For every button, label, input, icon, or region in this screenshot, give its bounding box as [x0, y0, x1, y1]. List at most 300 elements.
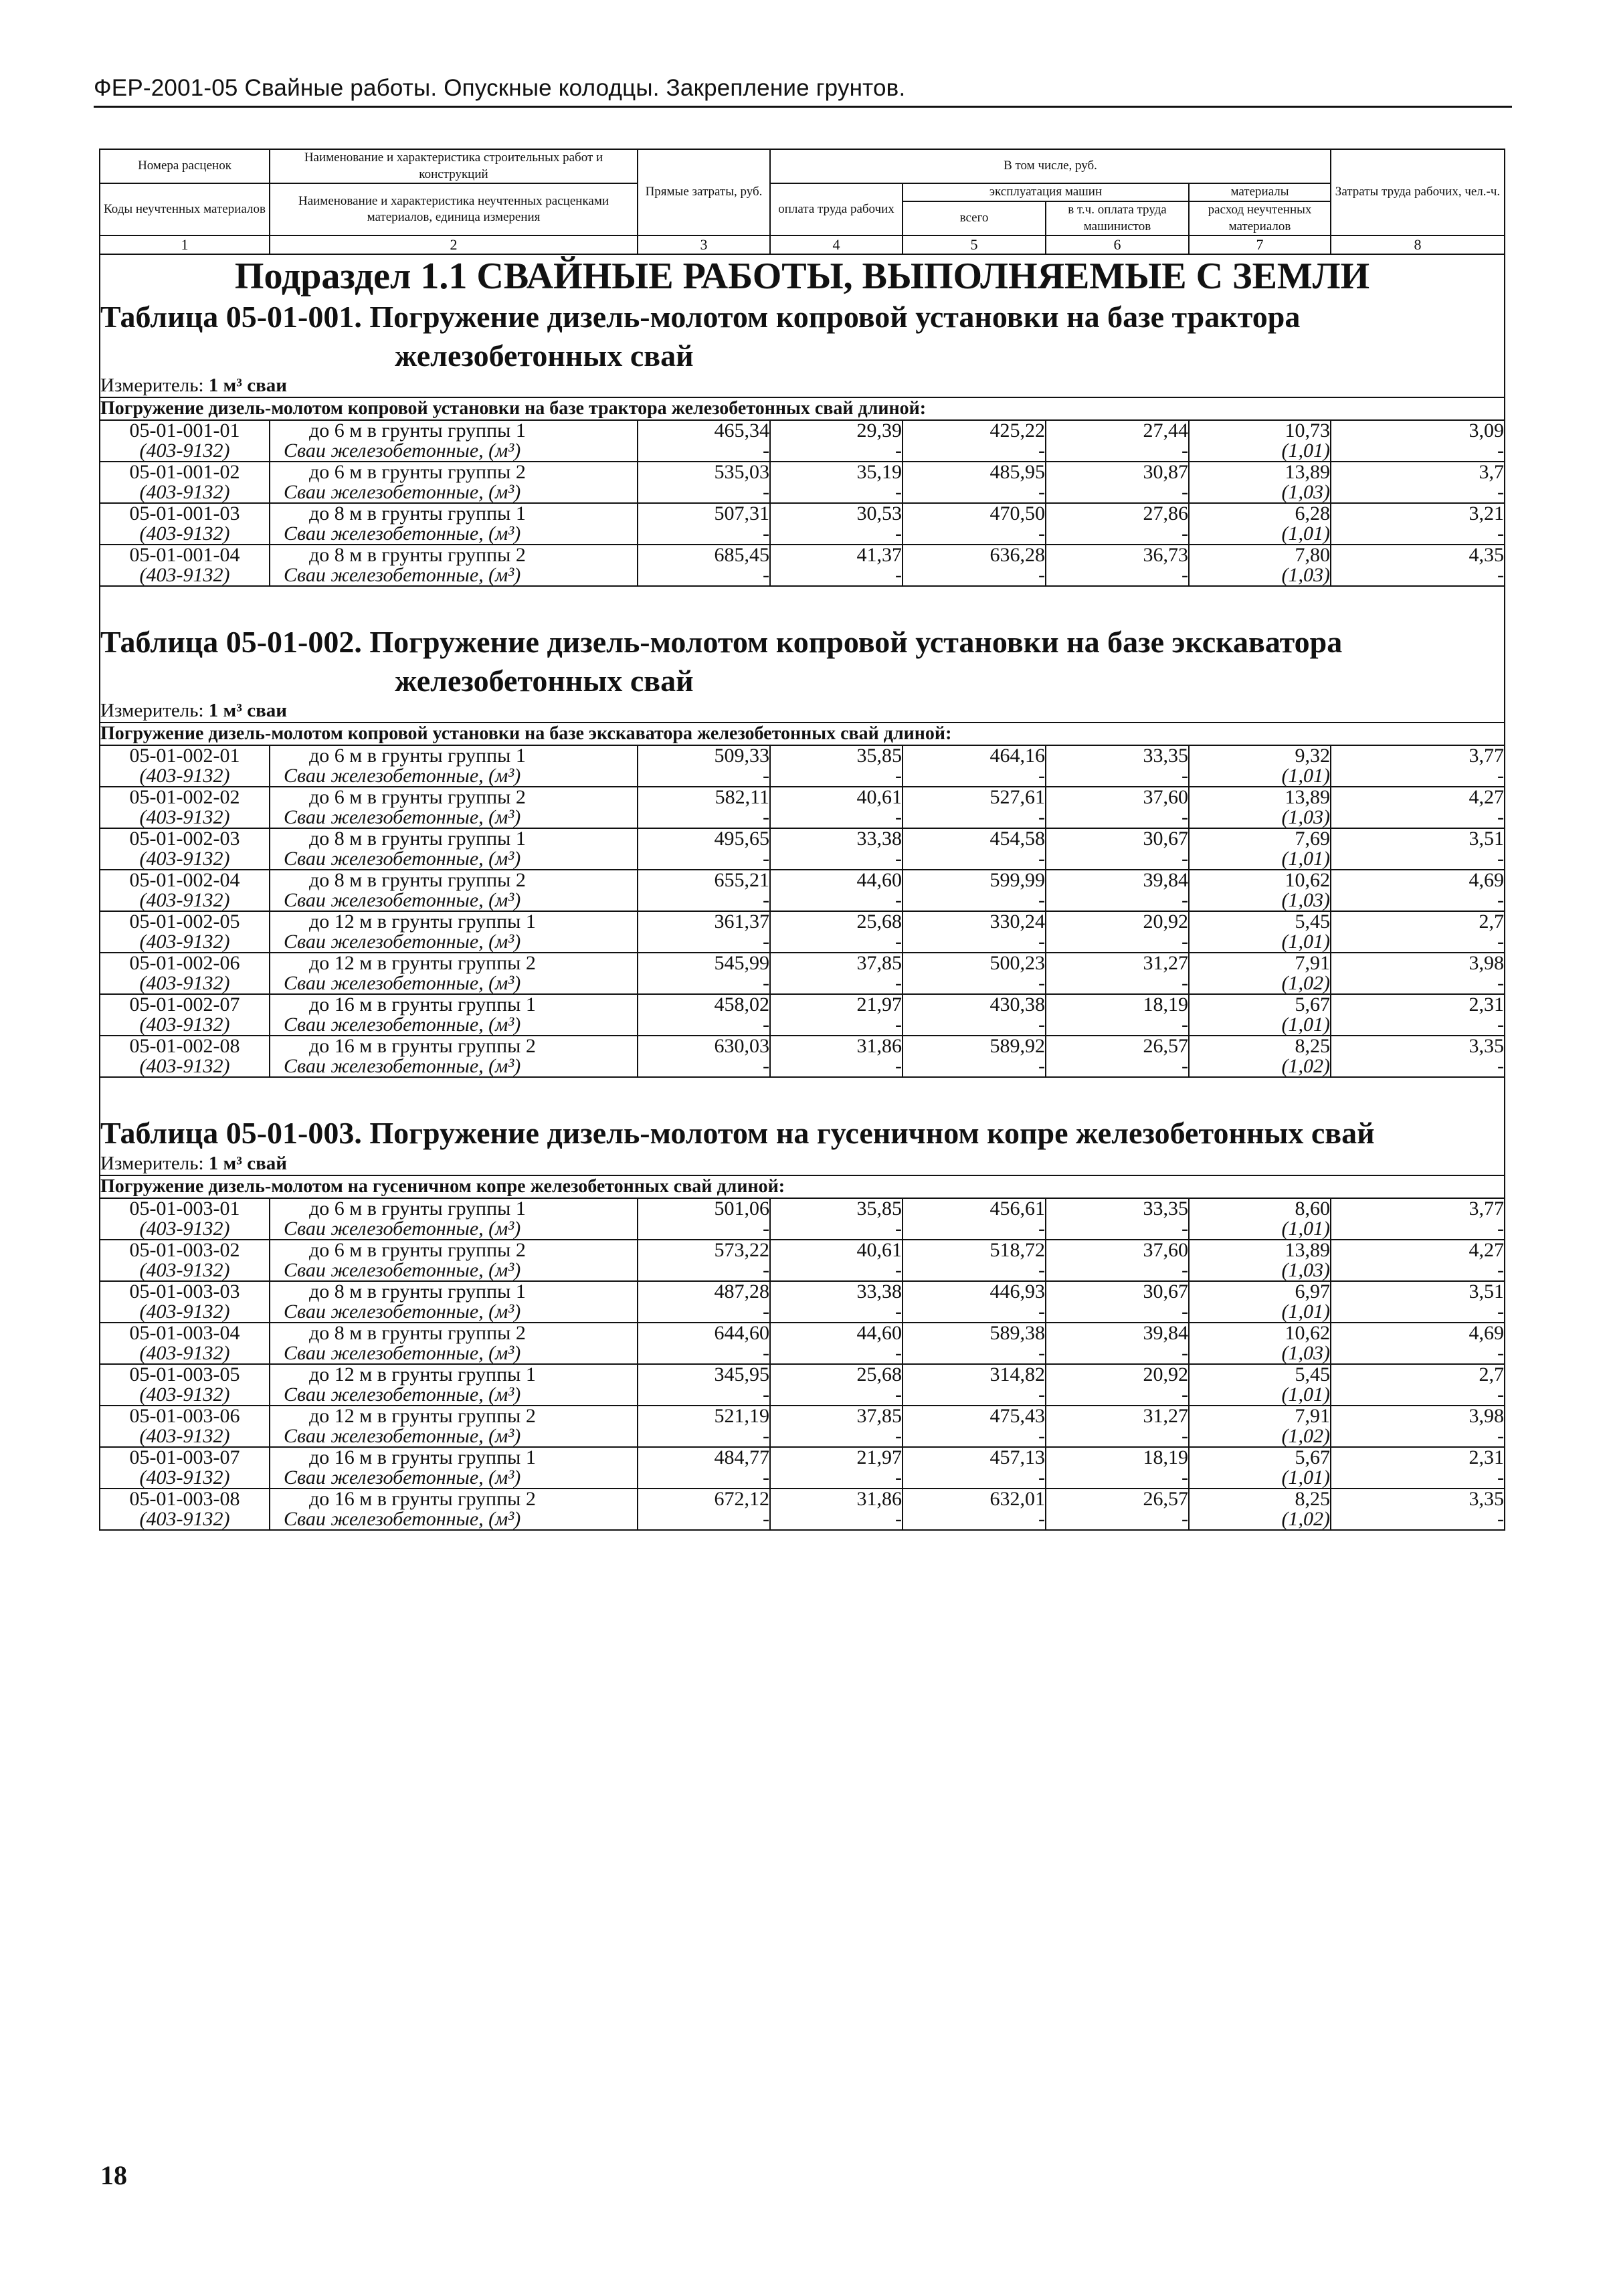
header-exploitation: эксплуатация машин: [903, 183, 1189, 201]
rate-row: [100, 1364, 1505, 1385]
material-row: [100, 1343, 1505, 1364]
material-value-m4: -: [770, 1302, 903, 1323]
material-value-m3: -: [638, 1385, 770, 1406]
rate-value-c3: 582,11: [638, 787, 770, 807]
rate-value-c4: 37,85: [770, 1406, 903, 1426]
material-value-m4: -: [770, 973, 903, 994]
material-value-m4: -: [770, 524, 903, 545]
page-number: 18: [100, 2160, 127, 2190]
rate-value-c7: 8,25: [1189, 1489, 1331, 1509]
rate-code: 05-01-003-02: [100, 1240, 270, 1260]
rate-value-c3: 535,03: [638, 462, 770, 482]
table-title-line1: Таблица 05-01-003. Погружение дизель-молотом на гусеничном копре железобетонных свай: [100, 1116, 1375, 1151]
material-value-m5: -: [903, 1343, 1046, 1364]
rate-value-c5: 500,23: [903, 953, 1046, 973]
header-number: 6: [1046, 235, 1189, 254]
rate-value-c8: 3,35: [1331, 1489, 1505, 1509]
rate-value-c6: 18,19: [1046, 1447, 1189, 1468]
table-title-row: [100, 623, 1505, 700]
rate-value-c4: 31,86: [770, 1036, 903, 1056]
rate-row: [100, 1198, 1505, 1219]
material-value-m6: -: [1046, 441, 1189, 462]
rate-value-c8: 4,27: [1331, 1240, 1505, 1260]
material-value-m3: -: [638, 766, 770, 787]
material-code: (403-9132): [100, 1219, 270, 1240]
material-value-m7: (1,01): [1189, 524, 1331, 545]
material-row: [100, 1468, 1505, 1489]
material-code: (403-9132): [100, 1468, 270, 1489]
material-value-m3: -: [638, 849, 770, 870]
material-code: (403-9132): [100, 1343, 270, 1364]
rate-value-c4: 35,19: [770, 462, 903, 482]
rate-value-c6: 20,92: [1046, 911, 1189, 932]
material-value-m7: (1,01): [1189, 441, 1331, 462]
rate-value-c8: 3,98: [1331, 1406, 1505, 1426]
table-title-line1: Таблица 05-01-002. Погружение дизель-молотом копровой установки на базе экскаватора: [100, 625, 1343, 660]
material-code: (403-9132): [100, 1426, 270, 1447]
rate-value-c6: 36,73: [1046, 545, 1189, 565]
header-col2-top: Наименование и характеристика строительных работ и конструкций: [270, 149, 638, 183]
material-value-m5: -: [903, 1219, 1046, 1240]
rate-code: 05-01-002-07: [100, 994, 270, 1015]
rate-value-c7: 7,80: [1189, 545, 1331, 565]
rate-value-c3: 487,28: [638, 1281, 770, 1302]
material-value-m4: -: [770, 849, 903, 870]
rate-name: до 8 м в грунты группы 2: [270, 545, 638, 565]
rate-code: 05-01-003-03: [100, 1281, 270, 1302]
material-row: [100, 1426, 1505, 1447]
rate-value-c5: 589,38: [903, 1323, 1046, 1343]
rate-value-c4: 33,38: [770, 828, 903, 849]
material-value-m4: -: [770, 1056, 903, 1077]
rate-row: [100, 420, 1505, 441]
material-value-m3: -: [638, 565, 770, 586]
rate-value-c4: 44,60: [770, 870, 903, 890]
material-value-m3: -: [638, 524, 770, 545]
material-value-m3: -: [638, 482, 770, 503]
rate-value-c7: 10,62: [1189, 870, 1331, 890]
rate-value-c3: 465,34: [638, 420, 770, 441]
material-value-m3: -: [638, 1509, 770, 1530]
rate-value-c5: 475,43: [903, 1406, 1046, 1426]
table-title-row: [100, 298, 1505, 375]
measure-label: Измеритель:: [100, 1152, 209, 1174]
material-value-m8: -: [1331, 973, 1505, 994]
rate-name: до 6 м в грунты группы 1: [270, 745, 638, 766]
rate-row: [100, 1240, 1505, 1260]
rate-value-c5: 636,28: [903, 545, 1046, 565]
header-group: В том числе, руб.: [770, 149, 1331, 183]
measure-row: [100, 375, 1505, 397]
rate-value-c3: 545,99: [638, 953, 770, 973]
material-value-m4: -: [770, 807, 903, 828]
rate-value-c6: 39,84: [1046, 1323, 1189, 1343]
material-name: Сваи железобетонные, (м³): [270, 849, 638, 870]
measure-row: [100, 1153, 1505, 1175]
material-value-m8: -: [1331, 524, 1505, 545]
material-value-m8: -: [1331, 890, 1505, 911]
header-number: 3: [638, 235, 770, 254]
rate-row: [100, 1447, 1505, 1468]
material-row: [100, 441, 1505, 462]
rate-name: до 12 м в грунты группы 1: [270, 911, 638, 932]
material-code: (403-9132): [100, 1509, 270, 1530]
measure-label: Измеритель:: [100, 375, 209, 397]
material-value-m6: -: [1046, 807, 1189, 828]
rate-row: [100, 503, 1505, 524]
rate-code: 05-01-001-04: [100, 545, 270, 565]
rate-value-c5: 518,72: [903, 1240, 1046, 1260]
spacer: [100, 1077, 1505, 1114]
rate-value-c4: 21,97: [770, 994, 903, 1015]
rate-name: до 6 м в грунты группы 2: [270, 787, 638, 807]
material-value-m5: -: [903, 1302, 1046, 1323]
material-name: Сваи железобетонные, (м³): [270, 524, 638, 545]
material-row: [100, 1219, 1505, 1240]
material-name: Сваи железобетонные, (м³): [270, 565, 638, 586]
material-code: (403-9132): [100, 1015, 270, 1036]
header-number: 1: [100, 235, 270, 254]
table-title-row: [100, 1114, 1505, 1153]
rates-table: [99, 149, 1505, 1531]
material-value-m4: -: [770, 1385, 903, 1406]
material-name: Сваи железобетонные, (м³): [270, 1468, 638, 1489]
material-name: Сваи железобетонные, (м³): [270, 807, 638, 828]
material-value-m6: -: [1046, 1343, 1189, 1364]
rate-code: 05-01-002-06: [100, 953, 270, 973]
rate-value-c8: 3,77: [1331, 1198, 1505, 1219]
rate-value-c3: 495,65: [638, 828, 770, 849]
material-code: (403-9132): [100, 973, 270, 994]
material-value-m6: -: [1046, 1260, 1189, 1281]
rate-value-c8: 2,31: [1331, 994, 1505, 1015]
rate-value-c3: 361,37: [638, 911, 770, 932]
material-value-m8: -: [1331, 1302, 1505, 1323]
rate-value-c4: 29,39: [770, 420, 903, 441]
rate-code: 05-01-002-04: [100, 870, 270, 890]
material-value-m4: -: [770, 1426, 903, 1447]
header-number: 2: [270, 235, 638, 254]
material-value-m7: (1,01): [1189, 1302, 1331, 1323]
rate-value-c3: 685,45: [638, 545, 770, 565]
rate-value-c7: 8,25: [1189, 1036, 1331, 1056]
rate-code: 05-01-001-02: [100, 462, 270, 482]
material-code: (403-9132): [100, 565, 270, 586]
table-title-line2: железобетонных свай: [395, 663, 694, 698]
table-title: [100, 623, 1505, 700]
header-col7: расход неучтенных материалов: [1189, 201, 1331, 235]
rate-value-c5: 457,13: [903, 1447, 1046, 1468]
rate-value-c6: 26,57: [1046, 1036, 1189, 1056]
group-title-row: [100, 397, 1505, 420]
table-title: [100, 1114, 1505, 1153]
rate-row: [100, 787, 1505, 807]
rate-value-c7: 6,28: [1189, 503, 1331, 524]
material-value-m8: -: [1331, 441, 1505, 462]
material-value-m7: (1,02): [1189, 973, 1331, 994]
rate-value-c5: 446,93: [903, 1281, 1046, 1302]
rate-value-c7: 7,91: [1189, 953, 1331, 973]
rate-value-c6: 37,60: [1046, 1240, 1189, 1260]
rate-value-c4: 40,61: [770, 1240, 903, 1260]
rate-value-c4: 41,37: [770, 545, 903, 565]
rate-name: до 8 м в грунты группы 2: [270, 1323, 638, 1343]
spacer-row: [100, 1077, 1505, 1114]
material-value-m6: -: [1046, 766, 1189, 787]
rate-value-c4: 37,85: [770, 953, 903, 973]
material-value-m3: -: [638, 1015, 770, 1036]
rate-value-c8: 3,7: [1331, 462, 1505, 482]
rate-value-c8: 2,7: [1331, 1364, 1505, 1385]
material-code: (403-9132): [100, 482, 270, 503]
material-value-m5: -: [903, 1385, 1046, 1406]
page-header: ФЕР-2001-05 Свайные работы. Опускные колодцы. Закрепление грунтов.: [94, 75, 1512, 108]
rate-name: до 8 м в грунты группы 1: [270, 1281, 638, 1302]
material-value-m8: -: [1331, 1260, 1505, 1281]
material-value-m5: -: [903, 890, 1046, 911]
rate-row: [100, 911, 1505, 932]
header-numbers-row: [100, 235, 1505, 254]
rate-value-c6: 31,27: [1046, 953, 1189, 973]
table-title-line2: железобетонных свай: [395, 338, 694, 373]
rate-code: 05-01-001-01: [100, 420, 270, 441]
rate-value-c5: 589,92: [903, 1036, 1046, 1056]
material-value-m5: -: [903, 1056, 1046, 1077]
material-name: Сваи железобетонные, (м³): [270, 1219, 638, 1240]
rate-value-c3: 521,19: [638, 1406, 770, 1426]
header-col3: Прямые затраты, руб.: [638, 149, 770, 235]
material-value-m3: -: [638, 1343, 770, 1364]
material-value-m8: -: [1331, 1015, 1505, 1036]
rate-code: 05-01-003-06: [100, 1406, 270, 1426]
rate-name: до 8 м в грунты группы 1: [270, 503, 638, 524]
rate-value-c8: 4,69: [1331, 1323, 1505, 1343]
material-value-m4: -: [770, 1509, 903, 1530]
rate-value-c3: 501,06: [638, 1198, 770, 1219]
rate-value-c3: 573,22: [638, 1240, 770, 1260]
rate-value-c8: 2,31: [1331, 1447, 1505, 1468]
material-value-m6: -: [1046, 1015, 1189, 1036]
material-name: Сваи железобетонные, (м³): [270, 1509, 638, 1530]
rate-value-c6: 33,35: [1046, 745, 1189, 766]
material-value-m3: -: [638, 441, 770, 462]
rate-value-c7: 5,45: [1189, 911, 1331, 932]
material-value-m5: -: [903, 482, 1046, 503]
rate-row: [100, 1489, 1505, 1509]
rate-value-c7: 5,67: [1189, 1447, 1331, 1468]
material-value-m7: (1,03): [1189, 565, 1331, 586]
material-row: [100, 807, 1505, 828]
material-value-m4: -: [770, 1260, 903, 1281]
rate-row: [100, 462, 1505, 482]
table-title: [100, 298, 1505, 375]
material-value-m7: (1,03): [1189, 807, 1331, 828]
rate-name: до 8 м в грунты группы 2: [270, 870, 638, 890]
group-title: Погружение дизель-молотом копровой установки на базе экскаватора железобетонных свай длиной:: [100, 723, 1505, 745]
rate-value-c5: 599,99: [903, 870, 1046, 890]
material-value-m8: -: [1331, 482, 1505, 503]
header-row-2: [100, 183, 1505, 201]
material-value-m5: -: [903, 766, 1046, 787]
rate-row: [100, 870, 1505, 890]
material-value-m8: -: [1331, 565, 1505, 586]
material-value-m3: -: [638, 1302, 770, 1323]
rate-value-c4: 25,68: [770, 911, 903, 932]
material-code: (403-9132): [100, 441, 270, 462]
material-name: Сваи железобетонные, (м³): [270, 1260, 638, 1281]
material-value-m4: -: [770, 565, 903, 586]
rate-value-c6: 30,67: [1046, 1281, 1189, 1302]
material-value-m6: -: [1046, 890, 1189, 911]
material-value-m5: -: [903, 807, 1046, 828]
rate-name: до 6 м в грунты группы 1: [270, 1198, 638, 1219]
rate-name: до 16 м в грунты группы 2: [270, 1036, 638, 1056]
material-value-m6: -: [1046, 1468, 1189, 1489]
material-value-m6: -: [1046, 973, 1189, 994]
material-name: Сваи железобетонные, (м³): [270, 1302, 638, 1323]
rate-value-c7: 5,45: [1189, 1364, 1331, 1385]
rate-value-c7: 6,97: [1189, 1281, 1331, 1302]
material-value-m6: -: [1046, 1426, 1189, 1447]
group-title: Погружение дизель-молотом на гусеничном копре железобетонных свай длиной:: [100, 1175, 1505, 1198]
header-col8: Затраты труда рабочих, чел.-ч.: [1331, 149, 1505, 235]
rate-value-c7: 7,69: [1189, 828, 1331, 849]
spacer-row: [100, 586, 1505, 623]
material-row: [100, 849, 1505, 870]
rate-value-c6: 27,86: [1046, 503, 1189, 524]
material-value-m3: -: [638, 807, 770, 828]
table-title-line1: Таблица 05-01-001. Погружение дизель-молотом копровой установки на базе трактора: [100, 300, 1301, 334]
rate-value-c6: 27,44: [1046, 420, 1189, 441]
material-code: (403-9132): [100, 807, 270, 828]
rate-code: 05-01-001-03: [100, 503, 270, 524]
material-value-m6: -: [1046, 1509, 1189, 1530]
material-value-m6: -: [1046, 849, 1189, 870]
rate-value-c3: 458,02: [638, 994, 770, 1015]
spacer: [100, 586, 1505, 623]
material-name: Сваи железобетонные, (м³): [270, 1385, 638, 1406]
rate-value-c8: 4,35: [1331, 545, 1505, 565]
material-row: [100, 766, 1505, 787]
material-value-m8: -: [1331, 766, 1505, 787]
material-name: Сваи железобетонные, (м³): [270, 973, 638, 994]
rate-value-c4: 31,86: [770, 1489, 903, 1509]
rate-name: до 8 м в грунты группы 1: [270, 828, 638, 849]
rate-value-c8: 3,21: [1331, 503, 1505, 524]
measure: [100, 375, 1505, 397]
material-value-m5: -: [903, 1468, 1046, 1489]
material-value-m6: -: [1046, 1302, 1189, 1323]
rate-value-c8: 3,77: [1331, 745, 1505, 766]
rate-value-c5: 330,24: [903, 911, 1046, 932]
material-value-m5: -: [903, 1015, 1046, 1036]
material-value-m5: -: [903, 1509, 1046, 1530]
rate-row: [100, 545, 1505, 565]
material-name: Сваи железобетонные, (м³): [270, 482, 638, 503]
rates-document: [99, 149, 1504, 1531]
material-value-m8: -: [1331, 1509, 1505, 1530]
header-col1-top: Номера расценок: [100, 149, 270, 183]
rate-name: до 6 м в грунты группы 1: [270, 420, 638, 441]
rate-value-c7: 9,32: [1189, 745, 1331, 766]
material-code: (403-9132): [100, 766, 270, 787]
rate-value-c3: 509,33: [638, 745, 770, 766]
header-col2-bottom: Наименование и характеристика неучтенных расценками материалов, единица измерения: [270, 183, 638, 235]
material-row: [100, 973, 1505, 994]
header-number: 5: [903, 235, 1046, 254]
rate-row: [100, 953, 1505, 973]
subsection-title: Подраздел 1.1 СВАЙНЫЕ РАБОТЫ, ВЫПОЛНЯЕМЫЕ С ЗЕМЛИ: [100, 254, 1505, 298]
material-value-m4: -: [770, 766, 903, 787]
material-value-m8: -: [1331, 1056, 1505, 1077]
material-name: Сваи железобетонные, (м³): [270, 1426, 638, 1447]
material-value-m4: -: [770, 482, 903, 503]
rate-value-c3: 630,03: [638, 1036, 770, 1056]
rate-name: до 12 м в грунты группы 2: [270, 1406, 638, 1426]
rate-value-c3: 345,95: [638, 1364, 770, 1385]
rate-value-c6: 20,92: [1046, 1364, 1189, 1385]
material-value-m6: -: [1046, 932, 1189, 953]
material-value-m8: -: [1331, 1468, 1505, 1489]
rate-value-c6: 18,19: [1046, 994, 1189, 1015]
header-number: 7: [1189, 235, 1331, 254]
material-value-m7: (1,03): [1189, 482, 1331, 503]
header-col6: в т.ч. оплата труда машинистов: [1046, 201, 1189, 235]
rate-value-c7: 5,67: [1189, 994, 1331, 1015]
material-value-m8: -: [1331, 932, 1505, 953]
material-code: (403-9132): [100, 1302, 270, 1323]
rate-value-c7: 7,91: [1189, 1406, 1331, 1426]
rate-code: 05-01-003-05: [100, 1364, 270, 1385]
material-value-m4: -: [770, 1015, 903, 1036]
material-code: (403-9132): [100, 849, 270, 870]
measure: [100, 700, 1505, 723]
material-name: Сваи железобетонные, (м³): [270, 1343, 638, 1364]
material-value-m7: (1,01): [1189, 766, 1331, 787]
rate-value-c7: 10,62: [1189, 1323, 1331, 1343]
rate-row: [100, 1406, 1505, 1426]
group-title-row: [100, 1175, 1505, 1198]
material-name: Сваи железобетонные, (м³): [270, 932, 638, 953]
rate-row: [100, 994, 1505, 1015]
measure-row: [100, 700, 1505, 723]
material-row: [100, 565, 1505, 586]
material-value-m5: -: [903, 849, 1046, 870]
rate-name: до 16 м в грунты группы 1: [270, 994, 638, 1015]
rate-value-c8: 3,09: [1331, 420, 1505, 441]
material-code: (403-9132): [100, 890, 270, 911]
material-value-m7: (1,03): [1189, 1343, 1331, 1364]
material-row: [100, 1015, 1505, 1036]
rate-value-c4: 30,53: [770, 503, 903, 524]
rate-row: [100, 828, 1505, 849]
rate-value-c8: 3,35: [1331, 1036, 1505, 1056]
measure-unit: 1 м³ свай: [208, 1152, 287, 1174]
header-row-1: [100, 149, 1505, 183]
rate-value-c7: 13,89: [1189, 1240, 1331, 1260]
material-value-m7: (1,03): [1189, 890, 1331, 911]
material-value-m3: -: [638, 973, 770, 994]
measure-label: Измеритель:: [100, 700, 209, 722]
material-value-m3: -: [638, 1426, 770, 1447]
material-row: [100, 1509, 1505, 1530]
material-row: [100, 1056, 1505, 1077]
rate-code: 05-01-003-01: [100, 1198, 270, 1219]
rate-value-c8: 2,7: [1331, 911, 1505, 932]
header-number: 4: [770, 235, 903, 254]
rate-value-c5: 527,61: [903, 787, 1046, 807]
material-value-m6: -: [1046, 565, 1189, 586]
